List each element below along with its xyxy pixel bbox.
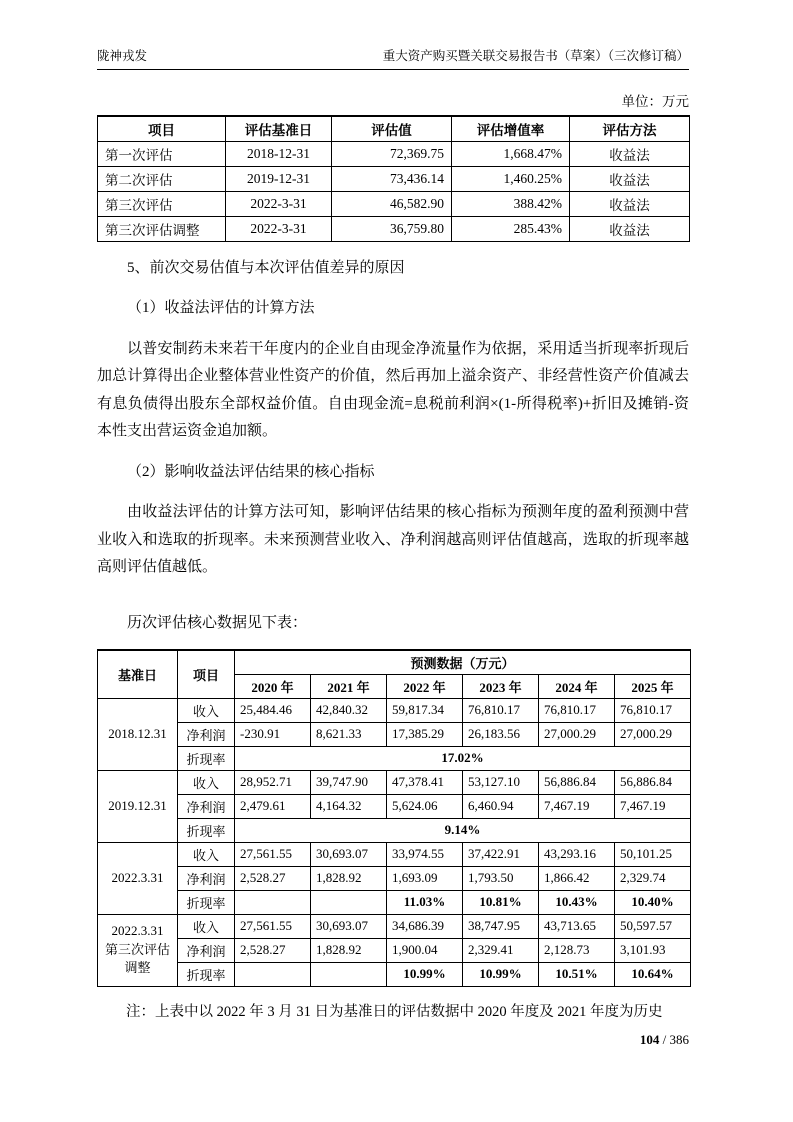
header-company-name: 陇神戎发 [97,49,148,63]
col-header-year: 2023 年 [463,674,539,698]
cell: 37,422.91 [463,842,539,866]
base-date-cell: 2018.12.31 [98,698,178,770]
page-header [97,46,689,70]
discount-rate-cell: 10.99% [463,962,539,986]
cell: 47,378.41 [387,770,463,794]
cell: 收益法 [570,191,690,216]
discount-rate-cell [235,962,311,986]
cell: 76,810.17 [539,698,615,722]
discount-rate-cell [311,962,387,986]
discount-rate-cell [311,890,387,914]
cell: 5,624.06 [387,794,463,818]
cell: 30,693.07 [311,914,387,938]
row-label: 折现率 [178,890,235,914]
cell: 17,385.29 [387,722,463,746]
col-header-year: 2025 年 [615,674,691,698]
cell: 43,713.65 [539,914,615,938]
paragraph-table-intro: 历次评估核心数据见下表： [127,614,308,631]
cell: 收益法 [570,141,690,166]
discount-rate-cell: 10.64% [615,962,691,986]
cell: 46,582.90 [332,191,452,216]
row-label: 收入 [178,914,235,938]
cell: 6,460.94 [463,794,539,818]
col-header-year: 2022 年 [387,674,463,698]
table-row [98,722,691,746]
cell: 2,329.74 [615,866,691,890]
forecast-data-table [97,649,691,987]
cell: 2,329.41 [463,938,539,962]
cell: 1,668.47% [452,141,570,166]
table-header-row [98,116,690,141]
cell: 7,467.19 [539,794,615,818]
row-label: 净利润 [178,866,235,890]
cell: 1,460.25% [452,166,570,191]
cell: 42,840.32 [311,698,387,722]
cell: 7,467.19 [615,794,691,818]
col-header: 评估方法 [570,116,690,141]
cell: 2,479.61 [235,794,311,818]
cell: 1,793.50 [463,866,539,890]
base-date-line: 2022.3.31 [111,922,164,938]
cell: 73,436.14 [332,166,452,191]
paragraph-core-indicators: 由收益法评估的计算方法可知，影响评估结果的核心指标为预测年度的盈利预测中营业收入和选取的折现率。未来预测营业收入、净利润越高则评估值越高，选取的折现率越高则评估值越低。 [97,504,689,575]
table-row [98,938,691,962]
table-row [98,191,690,216]
cell: 第三次评估 [98,191,226,216]
col-header-base-date: 基准日 [98,650,178,698]
cell: 388.42% [452,191,570,216]
cell: 56,886.84 [539,770,615,794]
cell: 27,561.55 [235,842,311,866]
cell: 53,127.10 [463,770,539,794]
valuation-summary-table [97,115,690,242]
cell: 收益法 [570,216,690,241]
table-row [98,842,691,866]
cell: 38,747.95 [463,914,539,938]
table-row [98,914,691,938]
cell: 2022-3-31 [226,191,332,216]
cell: 第一次评估 [98,141,226,166]
col-header: 项目 [98,116,226,141]
cell: 34,686.39 [387,914,463,938]
cell: 39,747.90 [311,770,387,794]
cell: 50,101.25 [615,842,691,866]
cell: 3,101.93 [615,938,691,962]
cell: -230.91 [235,722,311,746]
discount-rate-cell: 10.81% [463,890,539,914]
base-date-cell: 2022.3.31 [98,842,178,914]
col-header: 评估基准日 [226,116,332,141]
cell: 26,183.56 [463,722,539,746]
table-row [98,698,691,722]
row-label: 折现率 [178,746,235,770]
cell: 2019-12-31 [226,166,332,191]
cell: 第三次评估调整 [98,216,226,241]
section-heading-5-1: （1）收益法评估的计算方法 [127,300,315,316]
table-row [98,866,691,890]
unit-label: 单位：万元 [621,94,689,109]
cell: 1,693.09 [387,866,463,890]
paragraph-method: 以普安制药未来若干年度内的企业自由现金净流量作为依据，采用适当折现率折现后加总计算得出企业整体营业性资产的价值，然后再加上溢余资产、非经营性资产价值减去有息负债得出股东全部权益价值。自由现金流=息税前利润×(1-所得税率)+折旧及摊销-资本性支出营运资金追加额。 [97,340,689,439]
header-document-title: 重大资产购买暨关联交易报告书（草案）（三次修订稿） [382,49,689,63]
table-row [98,216,690,241]
col-header-year: 2020 年 [235,674,311,698]
cell: 27,000.29 [615,722,691,746]
table-row [98,818,691,842]
table-row [98,890,691,914]
cell: 1,828.92 [311,866,387,890]
cell: 8,621.33 [311,722,387,746]
cell: 1,866.42 [539,866,615,890]
cell: 30,693.07 [311,842,387,866]
col-header-item: 项目 [178,650,235,698]
cell: 43,293.16 [539,842,615,866]
cell: 收益法 [570,166,690,191]
discount-rate-cell: 10.40% [615,890,691,914]
table-row [98,962,691,986]
cell: 59,817.34 [387,698,463,722]
row-label: 净利润 [178,794,235,818]
cell: 76,810.17 [463,698,539,722]
cell: 33,974.55 [387,842,463,866]
table-row [98,166,690,191]
page-number [640,1032,689,1048]
row-label: 折现率 [178,962,235,986]
table-row [98,770,691,794]
col-header-forecast-span: 预测数据（万元） [235,650,691,674]
cell: 28,952.71 [235,770,311,794]
base-date-line: 调整 [124,960,151,976]
table-footnote: 注：上表中以 2022 年 3 月 31 日为基准日的评估数据中 2020 年度及 2021 年度为历史 [126,1003,663,1020]
discount-rate-cell: 10.43% [539,890,615,914]
table-row [98,794,691,818]
cell: 76,810.17 [615,698,691,722]
row-label: 净利润 [178,938,235,962]
col-header: 评估增值率 [452,116,570,141]
table-row [98,746,691,770]
cell: 72,369.75 [332,141,452,166]
cell: 285.43% [452,216,570,241]
section-heading-5-2: （2）影响收益法评估结果的核心指标 [127,463,375,480]
cell: 2022-3-31 [226,216,332,241]
page-number-total: 386 [669,1032,689,1047]
discount-rate-cell: 10.99% [387,962,463,986]
row-label: 收入 [178,698,235,722]
col-header-year: 2024 年 [539,674,615,698]
cell: 1,900.04 [387,938,463,962]
discount-rate-cell: 10.51% [539,962,615,986]
page-content [97,68,689,1024]
col-header-year: 2021 年 [311,674,387,698]
cell: 2,128.73 [539,938,615,962]
discount-rate-cell: 17.02% [235,746,691,770]
cell: 27,000.29 [539,722,615,746]
cell: 1,828.92 [311,938,387,962]
base-date-line: 第三次评估 [104,941,170,957]
cell: 56,886.84 [615,770,691,794]
row-label: 净利润 [178,722,235,746]
table-header-row [98,650,691,674]
cell: 4,164.32 [311,794,387,818]
row-label: 折现率 [178,818,235,842]
cell: 2,528.27 [235,866,311,890]
cell: 50,597.57 [615,914,691,938]
cell: 第二次评估 [98,166,226,191]
section-heading-5: 5、前次交易估值与本次评估值差异的原因 [127,259,405,276]
row-label: 收入 [178,770,235,794]
base-date-cell: 2019.12.31 [98,770,178,842]
discount-rate-cell: 9.14% [235,818,691,842]
row-label: 收入 [178,842,235,866]
cell: 36,759.80 [332,216,452,241]
discount-rate-cell: 11.03% [387,890,463,914]
page-number-current: 104 [639,1032,660,1047]
base-date-cell [98,914,178,986]
page-number-separator: / [659,1032,670,1047]
cell: 25,484.46 [235,698,311,722]
discount-rate-cell [235,890,311,914]
table-row [98,141,690,166]
cell: 27,561.55 [235,914,311,938]
cell: 2,528.27 [235,938,311,962]
cell: 2018-12-31 [226,141,332,166]
col-header: 评估值 [332,116,452,141]
